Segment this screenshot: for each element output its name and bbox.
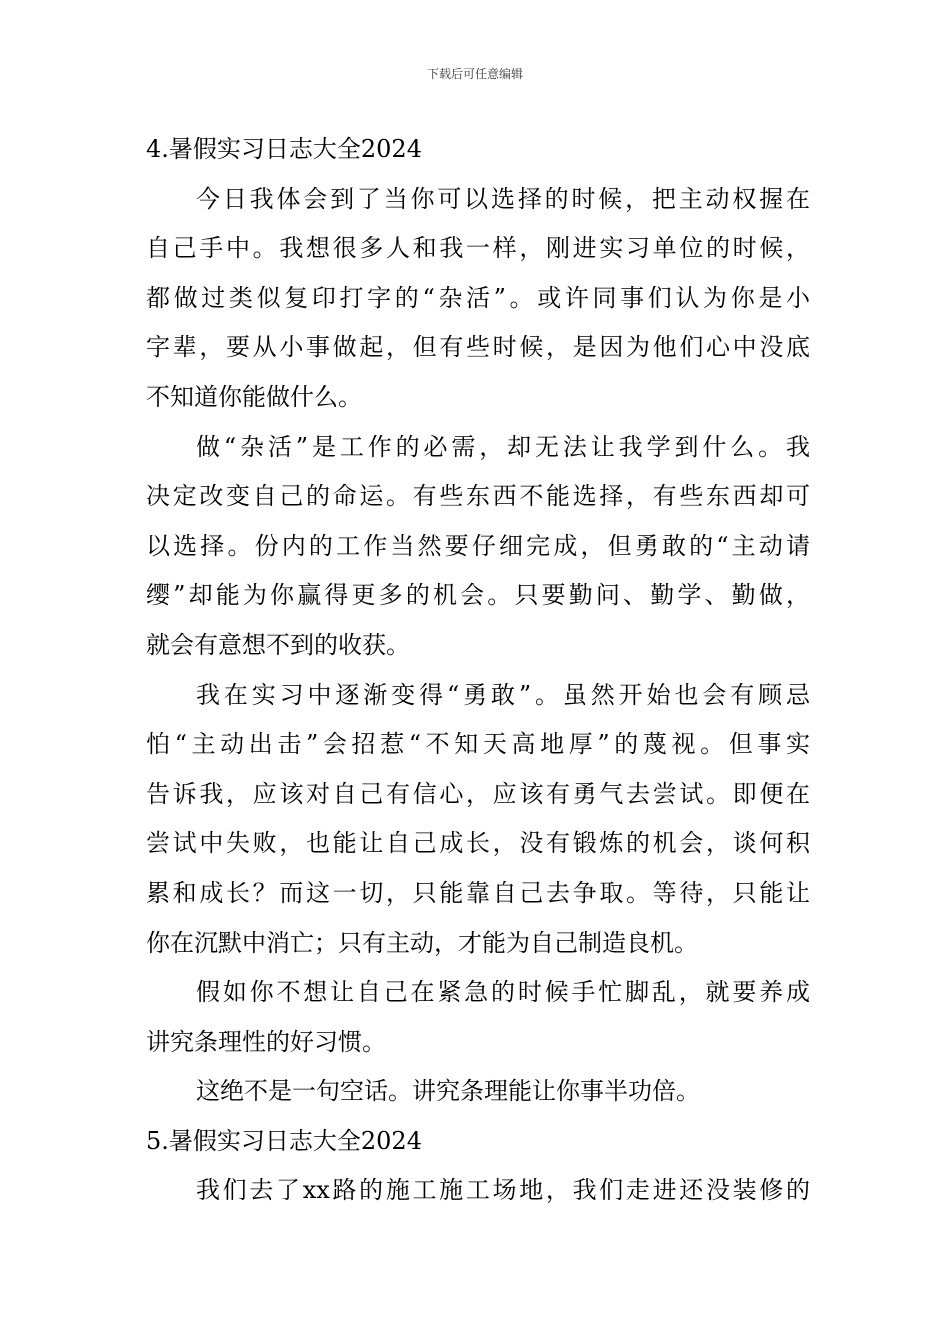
text-line: 做“杂活”是工作的必需，却无法让我学到什么。我 <box>196 432 810 461</box>
text-line: 你在沉默中消亡；只有主动，才能为自己制造良机。 <box>146 928 698 957</box>
text-line: 讲究条理性的好习惯。 <box>146 1027 386 1056</box>
text-line: 这绝不是一句空话。讲究条理能让你事半功倍。 <box>196 1077 700 1106</box>
text-line: 尝试中失败，也能让自己成长，没有锻炼的机会，谈何积 <box>146 829 810 858</box>
text-line: 字辈，要从小事做起，但有些时候，是因为他们心中没底 <box>146 333 810 362</box>
text-line: 都做过类似复印打字的“杂活”。或许同事们认为你是小 <box>146 283 810 312</box>
text-line: 告诉我，应该对自己有信心，应该有勇气去尝试。即便在 <box>146 779 810 808</box>
text-line: 假如你不想让自己在紧急的时候手忙脚乱，就要养成 <box>196 978 810 1007</box>
text-line: 怕“主动出击”会招惹“不知天高地厚”的蔑视。但事实 <box>146 730 810 759</box>
page-header: 下载后可任意编辑 <box>426 67 523 81</box>
text-line: 就会有意想不到的收获。 <box>146 630 410 659</box>
text-line: 今日我体会到了当你可以选择的时候，把主动权握在 <box>196 184 810 213</box>
section-heading: 4.暑假实习日志大全2024 <box>146 135 422 163</box>
text-line: 自己手中。我想很多人和我一样，刚进实习单位的时候， <box>146 234 810 263</box>
text-line: 缨”却能为你赢得更多的机会。只要勤问、勤学、勤做， <box>146 581 810 610</box>
text-line: 累和成长？而这一切，只能靠自己去争取。等待，只能让 <box>146 878 810 907</box>
document-body <box>146 125 810 1216</box>
text-line: 不知道你能做什么。 <box>146 382 362 411</box>
text-line: 我在实习中逐渐变得“勇敢”。虽然开始也会有顾忌 <box>196 680 810 709</box>
text-line: 我们去了xx路的施工施工场地，我们走进还没装修的 <box>196 1176 810 1205</box>
text-line: 决定改变自己的命运。有些东西不能选择，有些东西却可 <box>146 482 810 511</box>
text-line: 以选择。份内的工作当然要仔细完成，但勇敢的“主动请 <box>146 531 810 560</box>
section-heading: 5.暑假实习日志大全2024 <box>146 1126 422 1155</box>
